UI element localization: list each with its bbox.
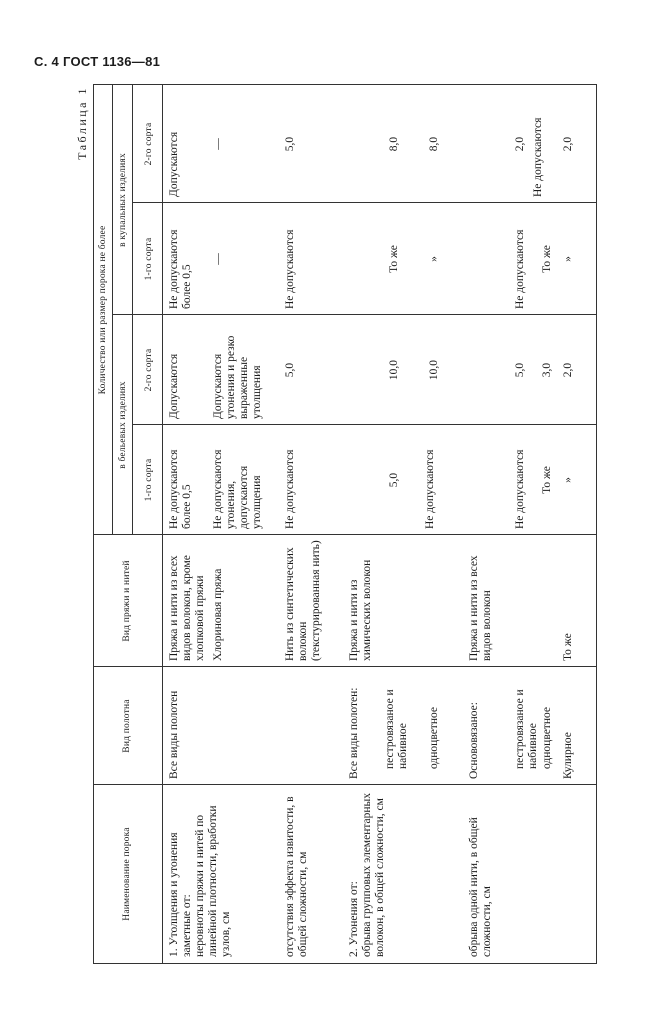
r1b-swimwear-grade2: — [212, 138, 224, 150]
col-header-fabric-type: Вид полотна [122, 699, 132, 753]
r2-underwear-grade2: 5,0 [284, 362, 296, 378]
yarn-synthetic-textured: Нить из синтетических волокон (текстурированная нить) [284, 540, 322, 661]
r3a-underwear-grade1: 5,0 [388, 472, 400, 488]
defect-thickening-thinning: 1. Утолщения и утонения заметные от: неровноты пряжи и нитей по линейной плотности, вработки узлов, см [168, 805, 232, 957]
defect-thinning-group-break: 2. Утонения от: обрыва групповых элементарных волокон, в общей сложности, см [348, 793, 386, 957]
r2-swimwear-grade2: 5,0 [284, 136, 296, 152]
r3b-underwear-grade2: 10,0 [428, 359, 440, 381]
page-header: С. 4 ГОСТ 1136—81 [34, 54, 161, 69]
r4b-swimwear-grade1: То же [541, 245, 553, 273]
r1-swimwear-grade1: Не допускаются более 0,5 [168, 229, 193, 309]
header-line-groups [132, 85, 133, 535]
r3b-swimwear-grade1: » [428, 256, 440, 262]
header-bottom-line [162, 85, 163, 963]
r1b-underwear-grade2: Допускаются утонения и резко выраженные утолщения [212, 335, 263, 419]
r2-swimwear-grade1: Не допускаются [284, 229, 296, 309]
col-line-2 [94, 666, 596, 667]
r4a-underwear-grade1: Не допускаются [514, 449, 526, 529]
fabric-warp-single-color: одноцветное [541, 707, 553, 769]
fabric-weft-knitted: Кулирное [562, 732, 574, 779]
yarn-chlorine: Хлориновая пряжа [212, 568, 224, 661]
r3a-swimwear-grade2: 8,0 [388, 136, 400, 152]
defects-table [93, 84, 597, 964]
r4b-underwear-grade2: 3,0 [541, 362, 553, 378]
fabric-all-types: Все виды полотен [168, 690, 180, 779]
r4a-swimwear-grade1: Не допускаются [514, 229, 526, 309]
col-header-yarn-type: Вид пряжи и нитей [122, 560, 132, 642]
yarn-same: То же [562, 633, 574, 661]
r4a-swimwear-grade2: 2,0 [514, 136, 526, 152]
yarn-chemical-fibers: Пряжа и нити из химических волокон [348, 559, 373, 661]
r4b-underwear-grade1: То же [541, 466, 553, 494]
fabric-warp-multicolor-printed: пестровязаное и набивное [514, 689, 539, 769]
col-header-swimwear-grade1: 1-го сорта [144, 237, 154, 281]
r4a-underwear-grade2: 5,0 [514, 362, 526, 378]
r1b-swimwear-grade1: — [212, 253, 224, 265]
r3b-swimwear-grade2: 8,0 [428, 136, 440, 152]
col-header-swimwear: в купальных изделиях [118, 153, 128, 247]
r4c-swimwear-grade1: » [562, 256, 574, 262]
r1-swimwear-grade2: Допускаются [168, 131, 180, 197]
r4c-underwear-grade2: 2,0 [562, 362, 574, 378]
r1b-underwear-grade1: Не допускаются утонения, допускаются утолщения [212, 449, 263, 529]
defect-single-thread-break: обрыва одной нити, в общей сложности, см [468, 817, 493, 957]
r3a-underwear-grade2: 10,0 [388, 359, 400, 381]
yarn-all-except-cotton: Пряжа и нити из всех видов волокон, кроме хлопковой пряжи [168, 555, 206, 661]
r1-underwear-grade2: Допускаются [168, 353, 180, 419]
r4c-underwear-grade1: » [562, 477, 574, 483]
col-line-1 [94, 784, 596, 785]
rotated-table-area [77, 84, 597, 964]
col-header-underwear-grade1: 1-го сорта [144, 458, 154, 502]
defect-no-crimp-effect: отсутствия эффекта извитости, в общей сложности, см [284, 796, 309, 957]
r4c-swimwear-grade2: 2,0 [562, 136, 574, 152]
r4b-swimwear-grade2: Не допускаются [532, 117, 544, 197]
fabric-warp-knitted: Основовязаное: [468, 702, 480, 779]
col-header-defect-name: Наименование порока [122, 827, 132, 921]
col-header-underwear: в бельевых изделиях [118, 381, 128, 469]
col-header-underwear-grade2: 2-го сорта [144, 348, 154, 392]
fabric-all-types-colon: Все виды полотен: [348, 687, 360, 779]
r3a-swimwear-grade1: То же [388, 245, 400, 273]
col-header-quantity: Количество или размер порока не более [98, 225, 108, 395]
r2-underwear-grade1: Не допускаются [284, 449, 296, 529]
fabric-single-color: одноцветное [428, 707, 440, 769]
col-header-swimwear-grade2: 2-го сорта [144, 122, 154, 166]
r3b-underwear-grade1: Не допускаются [424, 449, 436, 529]
fabric-multicolor-printed: пестровязаное и набивное [384, 689, 409, 769]
r1-underwear-grade1: Не допускаются более 0,5 [168, 449, 193, 529]
yarn-all-fibers: Пряжа и нити из всех видов волокон [468, 555, 493, 661]
table-label: Таблица 1 [75, 86, 89, 160]
col-line-3 [94, 534, 596, 535]
header-line-qty [112, 85, 113, 535]
